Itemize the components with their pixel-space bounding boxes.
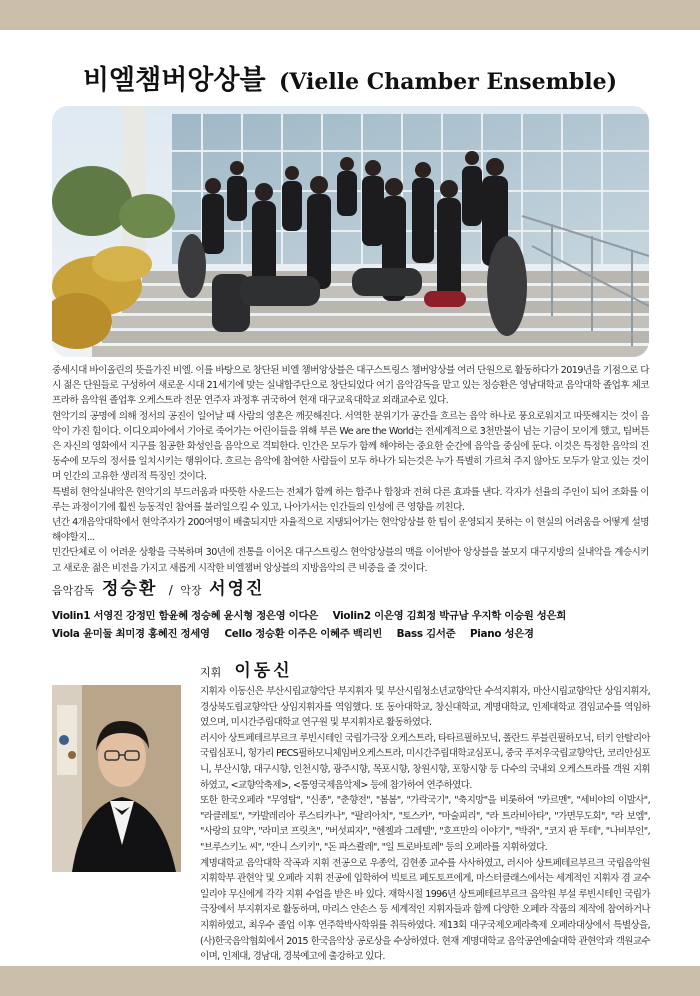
leadership-separator: /: [168, 583, 173, 597]
section-names: 윤미둘 최미경 홍혜진 정세영: [82, 628, 210, 640]
section-names: 김서준: [426, 628, 456, 640]
member-line: [52, 607, 652, 625]
leadership-line: [52, 574, 652, 599]
page-title-english: (Vielle Chamber Ensemble): [278, 69, 618, 95]
ensemble-introduction: [52, 363, 649, 576]
section-names: 이은영 김희정 박규남 우지학 이승원 성은희: [374, 610, 566, 622]
section-names: 정승환 이주은 이혜주 백리빈: [255, 628, 383, 640]
section-label: Piano: [469, 628, 502, 640]
bio-paragraph: 또한 한국오페라 "무영탑", "신종", "춘향전", "봄봄", "가락국기", "축지망"을 비롯하여 "카르멘", "세비야의 이발사", "라클레토", "카발레리아 루스티카나", "팔리아치", "토스카", "마술피리", "라 트라비아타", "가면무도회", "라 보엠", "사랑의 묘약", "라미코 프릿츠", "버섯피자", "헨젤과 그레텔", "호프만의 이야기", "박쥐", "코지 판 투테", "나비부인", "브루스키노 씨", "잔니 스키키", "돈 파스콸레", "일 트로바토레" 등의 오페라를 지휘하였다.: [200, 795, 651, 853]
concertmaster-name: 서영진: [209, 579, 265, 599]
section-names: 성은경: [504, 628, 534, 640]
music-director-role: 음악감독: [52, 584, 95, 597]
member-line: [52, 625, 652, 643]
section-label: Viola: [52, 628, 80, 640]
intro-paragraph: 민간단체로 이 어려운 상황을 극복하며 30년에 전통을 이어온 대구스트링스 현악앙상블의 맥을 이어받아 앙상블을 불모지 대구지방의 실내악을 계승시키고 새로운 젊은 비전을 가지고 새롭게 시작한 비엘챔버 앙상블의 지방음악의 큰 비중을 줄 것이다.: [52, 547, 649, 574]
ensemble-group-photo: [52, 106, 649, 357]
intro-paragraph: 년간 4개음악대학에서 현악주자가 200여명이 배출되지만 자율적으로 지탱되어가는 현악앙상블 한 팀이 운영되지 못하는 이 현실의 어려움을 어떻게 설명해야할지...: [52, 517, 649, 544]
concertmaster-role: 악장: [180, 584, 202, 597]
conductor-biography: [200, 684, 650, 965]
bottom-decorative-band: [0, 966, 700, 996]
page-title-korean: 비엘챔버앙상블: [82, 65, 266, 96]
page-title: [0, 58, 700, 97]
music-director-name: 정승환: [102, 579, 158, 599]
ensemble-members: [52, 574, 652, 643]
intro-paragraph: 중세시대 바이올린의 뜻을가진 비엘. 이를 바탕으로 창단된 비엘 챔버앙상블은 대구스트링스 챔버앙상블 여러 단원으로 활동하다가 2019년을 기점으로 다시 젊은 단원들로 구성하여 새로운 시대 21세기에 맞는 실내합주단으로 창단되었다 여기 음악감독을 맡고 있는 정승환은 영남대학교 음악대학 졸업후 체코 프라하 음악원 졸업후 오케스트라 전문 연주자 과정후 귀국하여 현재 대구교육대학교 외래교수로 있다.: [52, 365, 649, 407]
intro-paragraph: 특별히 현악실내악은 현악기의 부드러움과 따뜻한 사운드는 전체가 함께 하는 합주나 합창과 전혀 다른 효과를 낸다. 각자가 선율의 주인이 되어 조화를 이루는 과정이기에 훨씬 능동적인 참여를 불러일으킬 수 있고, 나아가서는 인간들의 인성에 큰 영향을 끼친다.: [52, 486, 649, 513]
bio-paragraph: 러시아 상트페테르부르크 루빈시테인 국립가극장 오케스트라, 타타르필하모닉, 폴란드 루블린필하모닉, 터키 안탈리아국립심포니, 헝가리 PECS필하모니체임버오케스트라, 미시간주립대학교심포니, 중국 푸저우국립교향악단, 코리안심포니, 부산시향, 대구시향, 인천시향, 광주시향, 목포시향, 창원시향, 포항시향 등 다수의 국내외 오케스트라를 객원 지휘하였고, <교향악축제>, <통영국제음악제> 등에 참가하여 연주하였다.: [200, 732, 650, 791]
section-names: 서영진 강정민 함윤혜 정승혜 윤시형 정은영 이다은: [93, 610, 318, 622]
section-label: Cello: [224, 628, 252, 640]
conductor-heading: [200, 656, 293, 681]
bio-paragraph: 지휘자 이동신은 부산시립교향악단 부지휘자 및 부산시립청소년교향악단 수석지휘자, 마산시립교향악단 상임지휘자, 경상북도립교향악단 상임지휘자를 역임했다. 또 동아대학교, 창신대학교, 계명대학교, 인제대학교 겸임교수를 역임하였으며, 미시간주립대학교 연구원 및 부지휘자로 활동하였다.: [200, 686, 650, 729]
section-label: Bass: [396, 628, 423, 640]
intro-paragraph: 현악기의 공명에 의해 정서의 공진이 일어날 때 사람의 영혼은 깨끗해진다. 서역한 분위기가 공간을 흐르는 음악 하나로 풍요로워지고 따뜻해지는 것이 음악이 가진 힘이다. 이디오피아에서 기아로 죽어가는 어린이들을 위해 부른 We are the World는 전세계적으로 3천만불이 넘는 기금이 모이게 했고, 팀버튼은 자신의 영화에서 지구를 침공한 화성인을 음악으로 격퇴한다. 인간은 모두가 함께 해야하는 중요한 순간에 음악을 중심에 둔다. 이것은 특정한 음악의 진동수에 모두의 정서를 일치시키는 행위이다. 흐르는 음악에 참여한 사람들이 모두 하나가 되는것은 누가 특별히 가르쳐 주지 않아도 모두가 알고 있는 것이며 인간의 고유한 생리적 특징인 것이다.: [52, 410, 649, 483]
top-decorative-band: [0, 0, 700, 30]
bio-paragraph: 계명대학교 음악대학 작곡과 지휘 전공으로 우종억, 김현종 교수를 사사하였고, 러시아 상트페테르부르크 국립음악원 지휘학부 관현악 및 오페라 지휘 전공에 입학하여 빅토르 페도토프에게, 마스터클래스에서는 세계적인 지휘자 겸 교수 일리야 무신에게 각각 지휘 수업을 받은 바 있다. 재학시절 1996년 상트페테르부르크 음악원 부설 루빈시테인 국립가극장에서 부지휘자로 활동하며, 마리스 얀손스 등 세계적인 지휘자들과 함께 다양한 오페라 작품의 제작에 참여하거나 지휘하였고, 최우수 졸업 이후 연주학박사학위를 취득하였다. 제13회 대구국제오페라축제 오페라대상에서 특별상을, (사)한국음악협회에서 2015 한국음악상 공로상을 수상하였다. 현재 계명대학교 음악공연예술대학 관현악과 객원교수이며, 인제대, 경남대, 경북예고에 출강하고 있다.: [200, 857, 650, 963]
section-label: Violin1: [52, 610, 91, 622]
section-label: Violin2: [332, 610, 371, 622]
conductor-name: 이동신: [234, 661, 293, 681]
conductor-role: 지휘: [200, 666, 222, 679]
conductor-portrait: [52, 685, 181, 872]
